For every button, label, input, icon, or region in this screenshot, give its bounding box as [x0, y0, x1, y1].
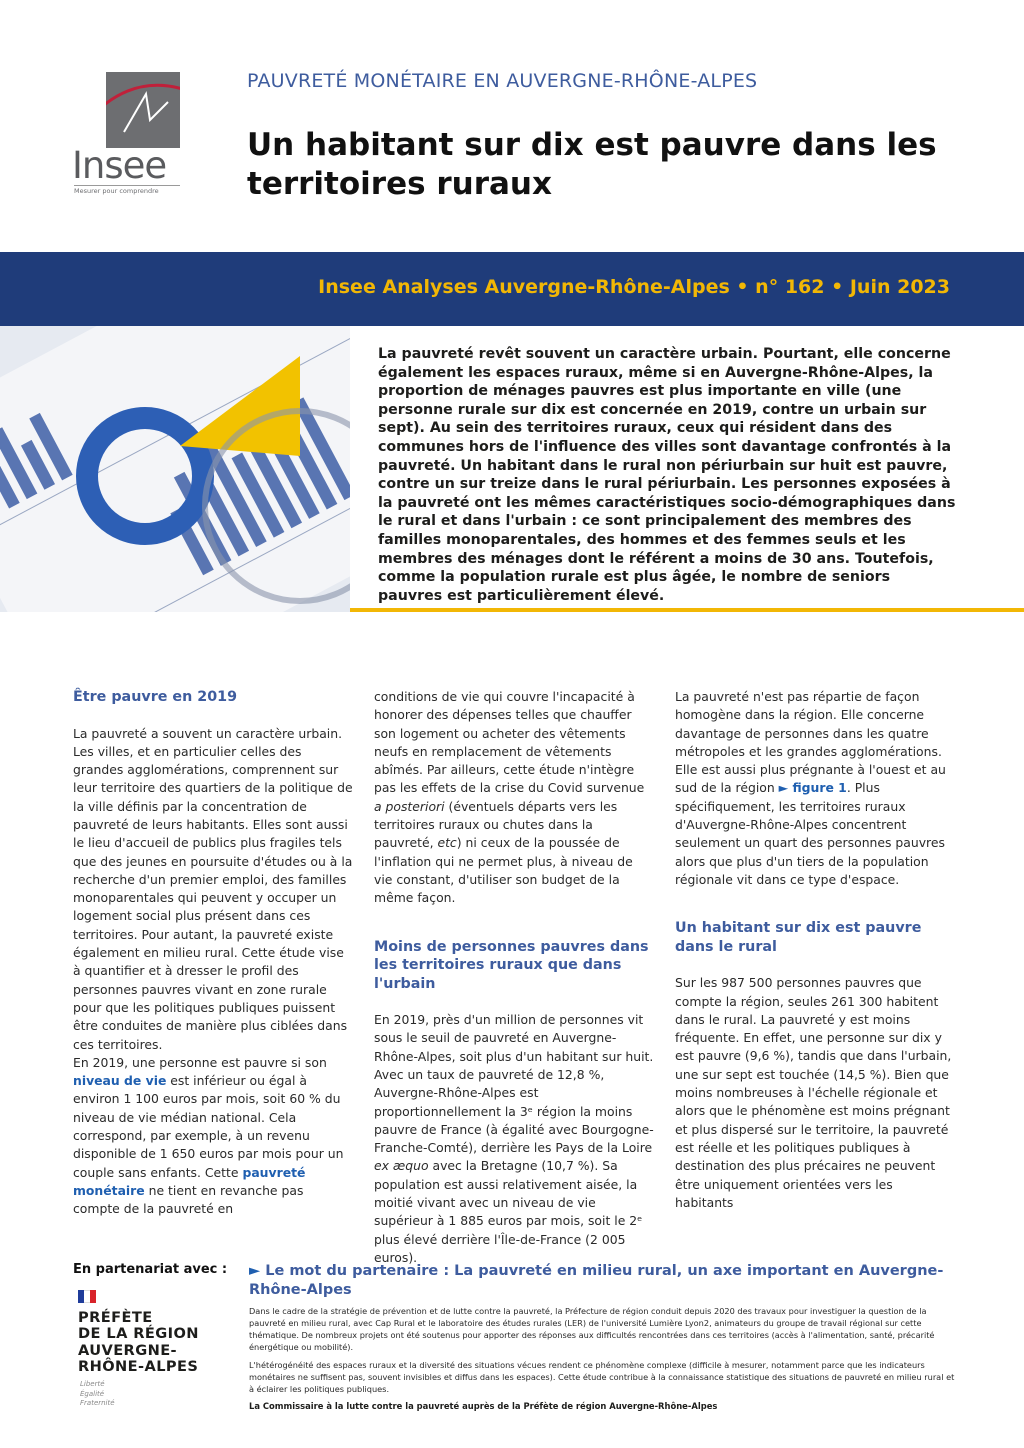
- french-flag-icon: [78, 1290, 96, 1303]
- column-3: [675, 688, 955, 1212]
- publication-banner: [0, 252, 1024, 326]
- yellow-rule: [350, 608, 1024, 612]
- section-heading-un-habitant-sur-dix: Un habitant sur dix est pauvre dans le rural: [675, 920, 922, 955]
- partner-signature: La Commissaire à la lutte contre la pauvreté auprès de la Préfète de région Auvergne-Rhône-Alpes: [249, 1401, 718, 1411]
- column-1: [73, 688, 353, 1219]
- publication-info: Insee Analyses Auvergne-Rhône-Alpes • n° 162 • Juin 2023: [318, 276, 950, 298]
- link-pauvrete-monetaire[interactable]: pauvreté monétaire: [73, 1164, 306, 1198]
- paragraph: En 2019, une personne est pauvre si son niveau de vie est inférieur ou égal à environ 1 100 euros par mois, soit 60 % du niveau de vie médian national. Cela correspond, par exemple, à un revenu disponible de 1 650 euros par mois pour un couple sans enfants. Cette pauvreté monétaire ne tient en revanche pas compte de la pauvreté en: [73, 1054, 344, 1217]
- partner-box: [249, 1262, 959, 1411]
- paragraph: conditions de vie qui couvre l'incapacité à honorer des dépenses telles que chauffer son logement ou acheter des vêtements neufs en remplacement de vêtements abîmés. Par ailleurs, cette étude n'intègre pas les effets de la crise du Covid survenue a posteriori (éventuels départs vers les territoires ruraux ou chutes dans la pauvreté, etc) ni ceux de la poussée de l'inflation qui ne permet plus, à niveau de vie constant, d'utiliser son budget de la même façon.: [374, 689, 645, 906]
- link-niveau-de-vie[interactable]: niveau de vie: [73, 1073, 167, 1089]
- hero-illustration: [0, 326, 350, 612]
- abstract: La pauvreté revêt souvent un caractère urbain. Pourtant, elle concerne également les espaces ruraux, même si en Auvergne-Rhône-Alpes, la proportion de ménages pauvres est plus importante en ville (une personne rurale sur dix est concernée en 2019, contre un urbain sur sept). Au sein des territoires ruraux, ceux qui résident dans des communes hors de l'influence des villes sont davantage confrontés à la pauvreté. Un habitant dans le rural non périurbain sur huit est pauvre, contre un sur treize dans le rural périurbain. Les personnes exposées à la pauvreté ont les mêmes caractéristiques socio-démographiques dans le rural et dans l'urbain : ce sont principalement des membres des familles monoparentales, des hommes et des femmes seuls et les membres des ménages dont le référent a moins de 30 ans. Toutefois, comme la population rurale est plus âgée, le nombre de seniors pauvres est particulièrement élevé.: [378, 346, 956, 604]
- supertitle: PAUVRETÉ MONÉTAIRE EN AUVERGNE-RHÔNE-ALPES: [247, 70, 758, 92]
- partner-paragraph: Dans le cadre de la stratégie de prévention et de lutte contre la pauvreté, la Préfecture de région conduit depuis 2020 des travaux pour investiguer la question de la pauvreté en milieu rural, avec Cap Rural et le laboratoire des études rurales (LER) de l'université Lumière Lyon2, animateurs du groupe de travail régional sur cette thématique. De nombreux projets ont été soutenus pour apporter des réponses aux difficultés rencontrées dans ces territoires (accès à l'alimentation, santé, précarité énergétique ou mobilité).: [249, 1306, 935, 1352]
- paragraph: La pauvreté n'est pas répartie de façon homogène dans la région. Elle concerne davantage de personnes dans les quatre métropoles et les grandes agglomérations. Elle est aussi plus prégnante à l'ouest et au sud de la région ► figure 1. Plus spécifiquement, les territoires ruraux d'Auvergne-Rhône-Alpes concentrent seulement un quart des personnes pauvres alors que plus d'un tiers de la population régionale vit dans ce type d'espace.: [675, 689, 946, 887]
- arrow-icon: ►: [778, 780, 793, 796]
- arrow-icon: ►: [249, 1263, 266, 1279]
- paragraph: En 2019, près d'un million de personnes vit sous le seuil de pauvreté en Auvergne-Rhône-Alpes, soit plus d'un habitant sur huit. Avec un taux de pauvreté de 12,8 %, Auvergne-Rhône-Alpes est proportionnellement la 3ᵉ région la moins pauvre de France (à égalité avec Bourgogne-Franche-Comté), derrière les Pays de la Loire ex æquo avec la Bretagne (10,7 %). Sa population est aussi relativement aisée, la moitié vivant avec un niveau de vie supérieur à 1 885 euros par mois, soit le 2ᵉ plus élevé derrière l'Île-de-France (2 005 euros).: [374, 1012, 654, 1265]
- republic-motto: Liberté Égalité Fraternité: [80, 1380, 115, 1407]
- logo-mark: [106, 72, 180, 148]
- partner-label: En partenariat avec :: [73, 1262, 228, 1277]
- logo-tagline: Mesurer pour comprendre: [74, 185, 180, 195]
- section-heading-etre-pauvre: Être pauvre en 2019: [73, 689, 238, 705]
- link-figure-1[interactable]: figure 1: [792, 780, 847, 796]
- column-2: [374, 688, 654, 1267]
- prefecture-logo: PRÉFÈTE DE LA RÉGION AUVERGNE- RHÔNE-ALPES: [78, 1309, 199, 1376]
- page-title: Un habitant sur dix est pauvre dans les territoires ruraux: [247, 127, 937, 202]
- partner-box-title: ► Le mot du partenaire : La pauvreté en milieu rural, un axe important en Auvergne-Rhône-Alpes: [249, 1263, 944, 1298]
- paragraph: La pauvreté a souvent un caractère urbain. Les villes, et en particulier celles des grandes agglomérations, comprennent sur leur territoire des quartiers de la politique de la ville définis par la concentration de pauvreté de leurs habitants. Elles sont aussi le lieu d'accueil de publics plus fragiles tels que des jeunes en poursuite d'études ou à la recherche d'un premier emploi, des familles monoparentales qui peuvent y occuper un logement social plus présent dans ces territoires. Pour autant, la pauvreté existe également en milieu rural. Cette étude vise à quantifier et à dresser le profil des personnes pauvres vivant en zone rurale pour que les politiques publiques puissent être conduites de manière plus ciblées dans ces territoires.: [73, 725, 353, 1052]
- insee-logo: [72, 72, 182, 197]
- section-heading-moins-de-pauvres: Moins de personnes pauvres dans les territoires ruraux que dans l'urbain: [374, 938, 649, 992]
- logo-word: Insee: [72, 144, 167, 187]
- partner-paragraph: L'hétérogénéité des espaces ruraux et la diversité des situations vécues rendent ce phénomène complexe (difficile à mesurer, notamment parce que les indicateurs monétaires ne suffisent pas, souvent invisibles et diffus dans les espaces). Cette étude contribue à la connaissance statistique des situations de pauvreté en milieu rural et à éclairer les politiques publiques.: [249, 1360, 955, 1394]
- paragraph: Sur les 987 500 personnes pauvres que compte la région, seules 261 300 habitent dans le rural. La pauvreté y est moins fréquente. En effet, une personne sur dix y est pauvre (9,6 %), tandis que dans l'urbain, une sur sept est touchée (14,5 %). Bien que moins nombreuses à l'échelle régionale et alors que le phénomène est moins prégnant et plus dispersé sur le territoire, la pauvreté est réelle et les politiques publiques à destination des plus précaires ne peuvent être uniquement orientées vers les habitants: [675, 975, 952, 1210]
